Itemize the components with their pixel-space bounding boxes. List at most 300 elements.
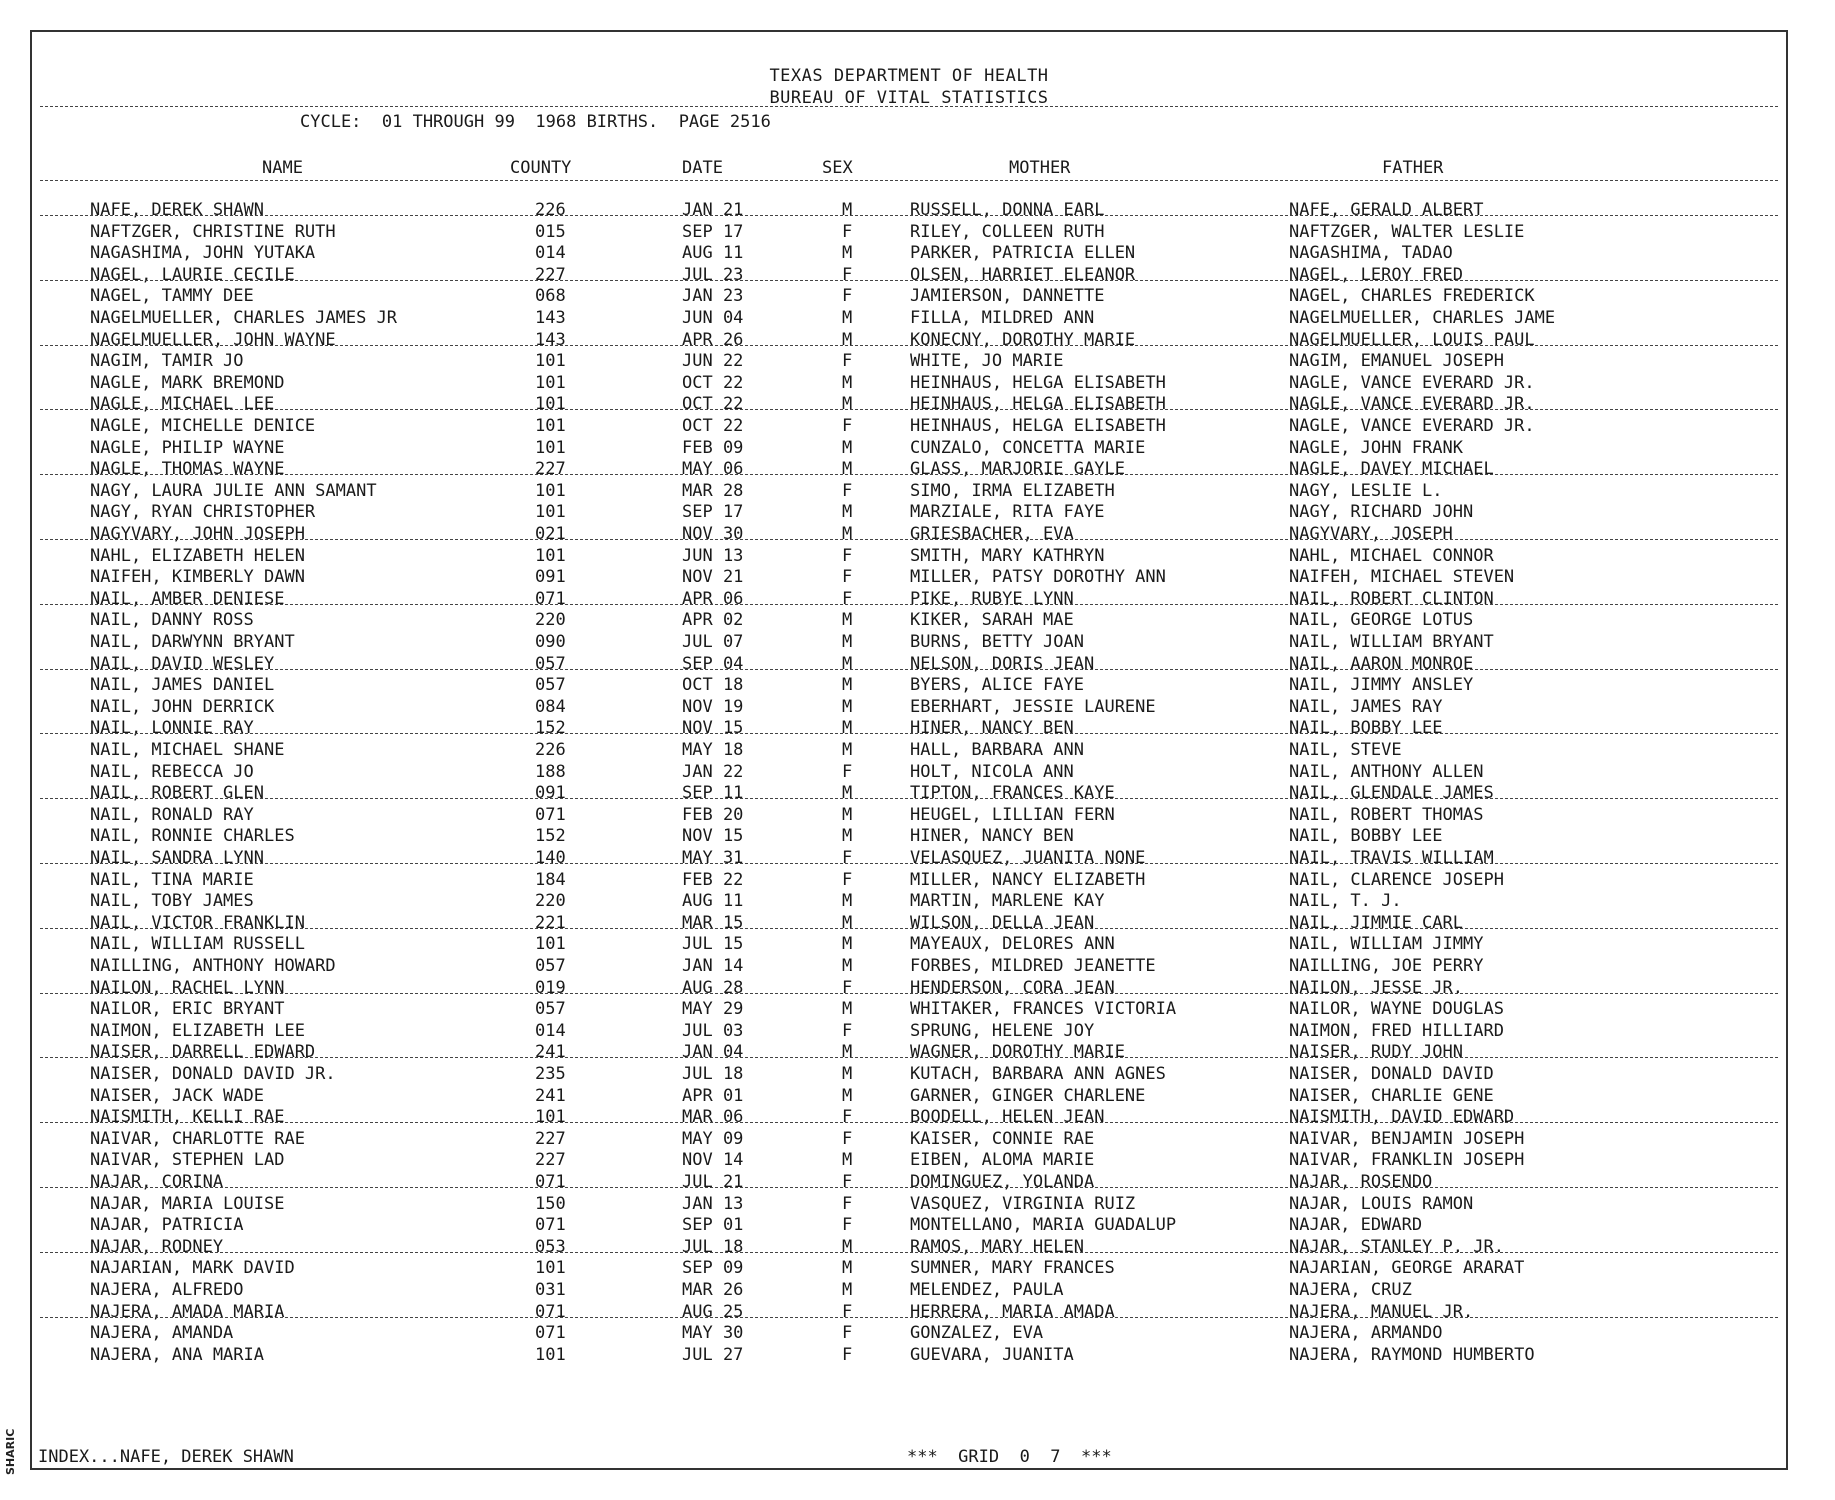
record-county: 031 (535, 1280, 566, 1300)
record-county: 101 (535, 1107, 566, 1128)
footer-grid: *** GRID 0 7 *** (907, 1447, 1112, 1467)
table-row (32, 762, 1786, 783)
table-row (32, 632, 1786, 653)
column-header-father: FATHER (1382, 158, 1444, 178)
table-row (32, 265, 1786, 286)
record-sex: M (842, 999, 853, 1020)
record-father: NAJAR, LOUIS RAMON (1289, 1193, 1474, 1214)
record-county: 227 (535, 1150, 566, 1171)
record-mother: FILLA, MILDRED ANN (910, 308, 1095, 328)
record-mother: RUSSELL, DONNA EARL (910, 200, 1105, 220)
record-name: NAIL, TINA MARIE (90, 869, 254, 890)
table-row (32, 546, 1786, 567)
record-date: OCT 22 (682, 416, 744, 436)
record-father: NAIL, TRAVIS WILLIAM (1289, 848, 1494, 868)
record-mother: SMITH, MARY KATHRYN (910, 545, 1105, 566)
record-name: NAIMON, ELIZABETH LEE (90, 1020, 305, 1041)
record-county: 184 (535, 869, 566, 890)
record-name: NAGYVARY, JOHN JOSEPH (90, 524, 305, 544)
record-father: NAIVAR, BENJAMIN JOSEPH (1289, 1128, 1525, 1149)
table-row (32, 308, 1786, 329)
row-divider (40, 1057, 1778, 1058)
table-row (32, 416, 1786, 437)
column-header-mother: MOTHER (1009, 158, 1071, 178)
record-mother: HENDERSON, CORA JEAN (910, 977, 1115, 998)
row-divider (40, 280, 1778, 281)
record-date: MAR 15 (682, 912, 744, 933)
table-row (32, 286, 1786, 307)
record-sex: F (842, 1172, 853, 1192)
record-county: 227 (535, 1128, 566, 1149)
record-date: NOV 15 (682, 826, 744, 847)
table-row (32, 1302, 1786, 1323)
record-mother: GUEVARA, JUANITA (910, 1344, 1074, 1365)
record-name: NAGELMUELLER, CHARLES JAMES JR (90, 308, 398, 328)
row-divider (40, 345, 1778, 346)
record-county: 188 (535, 761, 566, 782)
record-date: SEP 17 (682, 221, 744, 242)
record-mother: SIMO, IRMA ELIZABETH (910, 480, 1115, 501)
record-name: NAIL, REBECCA JO (90, 761, 254, 782)
record-mother: MILLER, PATSY DOROTHY ANN (910, 567, 1166, 588)
record-county: 021 (535, 524, 566, 544)
record-name: NAIL, SANDRA LYNN (90, 848, 264, 868)
record-mother: BURNS, BETTY JOAN (910, 632, 1084, 652)
record-name: NAJARIAN, MARK DAVID (90, 1258, 295, 1279)
table-row (32, 1215, 1786, 1236)
record-name: NAIL, DANNY ROSS (90, 610, 254, 631)
table-row (32, 654, 1786, 675)
table-row (32, 351, 1786, 372)
record-sex: M (842, 1150, 853, 1171)
record-name: NAGLE, PHILIP WAYNE (90, 437, 285, 458)
side-label: SHARIC (4, 1428, 17, 1476)
record-date: JUL 07 (682, 632, 744, 652)
table-row (32, 1258, 1786, 1279)
record-sex: F (842, 545, 853, 566)
record-sex: F (842, 1020, 853, 1041)
record-father: NAILLING, JOE PERRY (1289, 956, 1484, 976)
record-date: APR 01 (682, 1085, 744, 1106)
record-sex: M (842, 1064, 853, 1084)
column-header-name: NAME (262, 158, 303, 178)
record-sex: M (842, 459, 853, 480)
record-father: NAGASHIMA, TADAO (1289, 243, 1453, 264)
record-county: 091 (535, 783, 566, 804)
record-mother: GARNER, GINGER CHARLENE (910, 1085, 1146, 1106)
table-row (32, 956, 1786, 977)
record-name: NAIL, RONNIE CHARLES (90, 826, 295, 847)
record-name: NAISER, DONALD DAVID JR. (90, 1064, 336, 1084)
record-father: NAIMON, FRED HILLIARD (1289, 1020, 1504, 1041)
record-county: 057 (535, 999, 566, 1020)
table-row (32, 589, 1786, 610)
record-date: APR 02 (682, 610, 744, 631)
record-mother: MARZIALE, RITA FAYE (910, 502, 1105, 523)
record-name: NAIVAR, CHARLOTTE RAE (90, 1128, 305, 1149)
record-county: 057 (535, 675, 566, 696)
record-father: NAILOR, WAYNE DOUGLAS (1289, 999, 1504, 1020)
record-father: NAIL, WILLIAM BRYANT (1289, 632, 1494, 652)
table-row (32, 1064, 1786, 1085)
record-mother: KUTACH, BARBARA ANN AGNES (910, 1064, 1166, 1084)
record-name: NAGELMUELLER, JOHN WAYNE (90, 329, 336, 350)
table-row (32, 394, 1786, 415)
record-date: MAY 29 (682, 999, 744, 1020)
record-date: SEP 01 (682, 1215, 744, 1236)
record-father: NAIL, ROBERT THOMAS (1289, 804, 1484, 825)
record-sex: M (842, 437, 853, 458)
record-sex: F (842, 1301, 853, 1322)
record-county: 241 (535, 1042, 566, 1063)
record-name: NAJERA, ANA MARIA (90, 1344, 264, 1365)
table-row (32, 675, 1786, 696)
record-mother: GRIESBACHER, EVA (910, 524, 1074, 544)
record-sex: F (842, 869, 853, 890)
record-father: NAGLE, DAVEY MICHAEL (1289, 459, 1494, 480)
record-father: NAJERA, ARMANDO (1289, 1323, 1443, 1344)
row-divider (40, 409, 1778, 410)
table-row (32, 913, 1786, 934)
record-mother: HEINHAUS, HELGA ELISABETH (910, 394, 1166, 415)
table-row (32, 330, 1786, 351)
record-mother: NELSON, DORIS JEAN (910, 653, 1095, 674)
record-sex: M (842, 308, 853, 328)
record-county: 235 (535, 1064, 566, 1084)
record-county: 226 (535, 200, 566, 220)
record-sex: F (842, 567, 853, 588)
record-county: 071 (535, 1301, 566, 1322)
table-row (32, 740, 1786, 761)
record-father: NAIVAR, FRANKLIN JOSEPH (1289, 1150, 1525, 1171)
record-father: NAGIM, EMANUEL JOSEPH (1289, 351, 1504, 372)
record-county: 053 (535, 1236, 566, 1257)
record-mother: GONZALEZ, EVA (910, 1323, 1044, 1344)
record-date: JAN 13 (682, 1193, 744, 1214)
record-date: NOV 21 (682, 567, 744, 588)
record-mother: HINER, NANCY BEN (910, 718, 1074, 739)
record-sex: M (842, 891, 853, 912)
record-name: NAHL, ELIZABETH HELEN (90, 545, 305, 566)
record-date: JUL 18 (682, 1064, 744, 1084)
record-sex: F (842, 221, 853, 242)
record-name: NAGEL, TAMMY DEE (90, 286, 254, 307)
record-father: NAIL, STEVE (1289, 740, 1402, 760)
record-father: NAJAR, ROSENDO (1289, 1172, 1433, 1192)
record-name: NAGLE, MICHAEL LEE (90, 394, 275, 415)
record-mother: HINER, NANCY BEN (910, 826, 1074, 847)
record-date: MAY 09 (682, 1128, 744, 1149)
record-mother: VELASQUEZ, JUANITA NONE (910, 848, 1146, 868)
record-name: NAISER, DARRELL EDWARD (90, 1042, 316, 1063)
record-father: NAISER, DONALD DAVID (1289, 1064, 1494, 1084)
record-sex: M (842, 783, 853, 804)
record-name: NAIVAR, STEPHEN LAD (90, 1150, 285, 1171)
record-county: 143 (535, 308, 566, 328)
record-mother: MONTELLANO, MARIA GUADALUP (910, 1215, 1177, 1236)
record-county: 226 (535, 740, 566, 760)
record-father: NAGEL, LEROY FRED (1289, 264, 1463, 285)
record-sex: M (842, 804, 853, 825)
record-sex: M (842, 502, 853, 523)
row-divider (40, 1252, 1778, 1253)
record-county: 152 (535, 718, 566, 739)
record-father: NAGLE, VANCE EVERARD JR. (1289, 416, 1535, 436)
record-county: 068 (535, 286, 566, 307)
record-date: JAN 14 (682, 956, 744, 976)
record-county: 101 (535, 545, 566, 566)
record-sex: M (842, 718, 853, 739)
record-sex: F (842, 351, 853, 372)
record-date: JAN 23 (682, 286, 744, 307)
record-date: SEP 17 (682, 502, 744, 523)
record-mother: PIKE, RUBYE LYNN (910, 588, 1074, 609)
record-date: NOV 30 (682, 524, 744, 544)
record-mother: GLASS, MARJORIE GAYLE (910, 459, 1125, 480)
record-name: NAIL, DARWYNN BRYANT (90, 632, 295, 652)
record-sex: M (842, 524, 853, 544)
row-divider (40, 1122, 1778, 1123)
record-sex: F (842, 1128, 853, 1149)
row-divider (40, 669, 1778, 670)
record-name: NAIL, AMBER DENIESE (90, 588, 285, 609)
record-county: 227 (535, 459, 566, 480)
table-row (32, 524, 1786, 545)
record-sex: M (842, 956, 853, 976)
record-date: NOV 14 (682, 1150, 744, 1171)
table-row (32, 999, 1786, 1020)
table-row (32, 978, 1786, 999)
record-date: JUL 27 (682, 1344, 744, 1365)
record-name: NAJERA, AMANDA (90, 1323, 234, 1344)
record-sex: F (842, 1215, 853, 1236)
record-father: NAIL, ROBERT CLINTON (1289, 588, 1494, 609)
record-father: NAFE, GERALD ALBERT (1289, 200, 1484, 220)
record-mother: KIKER, SARAH MAE (910, 610, 1074, 631)
record-mother: RAMOS, MARY HELEN (910, 1236, 1084, 1257)
record-father: NAHL, MICHAEL CONNOR (1289, 545, 1494, 566)
table-row (32, 1107, 1786, 1128)
table-row (32, 870, 1786, 891)
table-row (32, 1345, 1786, 1366)
table-row (32, 610, 1786, 631)
record-name: NAILON, RACHEL LYNN (90, 977, 285, 998)
record-name: NAIFEH, KIMBERLY DAWN (90, 567, 305, 588)
record-father: NAIL, AARON MONROE (1289, 653, 1474, 674)
table-row (32, 1194, 1786, 1215)
record-sex: M (842, 675, 853, 696)
record-name: NAIL, RONALD RAY (90, 804, 254, 825)
record-sex: F (842, 848, 853, 868)
record-date: AUG 11 (682, 891, 744, 912)
record-date: SEP 04 (682, 653, 744, 674)
record-sex: M (842, 653, 853, 674)
record-date: JAN 22 (682, 761, 744, 782)
record-father: NAISER, CHARLIE GENE (1289, 1085, 1494, 1106)
record-father: NAJARIAN, GEORGE ARARAT (1289, 1258, 1525, 1279)
record-mother: HEINHAUS, HELGA ELISABETH (910, 416, 1166, 436)
record-name: NAIL, JOHN DERRICK (90, 696, 275, 717)
record-sex: F (842, 1193, 853, 1214)
record-sex: F (842, 588, 853, 609)
record-date: SEP 11 (682, 783, 744, 804)
record-sex: M (842, 826, 853, 847)
record-name: NAGASHIMA, JOHN YUTAKA (90, 243, 316, 264)
record-county: 071 (535, 1215, 566, 1236)
row-divider (40, 1187, 1778, 1188)
record-mother: WAGNER, DOROTHY MARIE (910, 1042, 1125, 1063)
table-row (32, 200, 1786, 221)
record-sex: F (842, 480, 853, 501)
table-row (32, 567, 1786, 588)
record-name: NAGIM, TAMIR JO (90, 351, 244, 372)
record-county: 101 (535, 1344, 566, 1365)
record-mother: HOLT, NICOLA ANN (910, 761, 1074, 782)
record-father: NAGELMUELLER, LOUIS PAUL (1289, 329, 1535, 350)
record-date: FEB 09 (682, 437, 744, 458)
record-county: 227 (535, 264, 566, 285)
table-row (32, 697, 1786, 718)
footer-index: INDEX...NAFE, DEREK SHAWN (38, 1447, 294, 1467)
record-county: 015 (535, 221, 566, 242)
record-county: 241 (535, 1085, 566, 1106)
record-mother: MELENDEZ, PAULA (910, 1280, 1064, 1300)
table-row (32, 373, 1786, 394)
record-county: 143 (535, 329, 566, 350)
record-mother: MAYEAUX, DELORES ANN (910, 934, 1115, 955)
record-sex: M (842, 912, 853, 933)
record-date: JAN 21 (682, 200, 744, 220)
table-row (32, 481, 1786, 502)
record-county: 140 (535, 848, 566, 868)
record-father: NAIL, JIMMIE CARL (1289, 912, 1463, 933)
record-father: NAGYVARY, JOSEPH (1289, 524, 1453, 544)
record-date: OCT 22 (682, 372, 744, 393)
record-sex: M (842, 632, 853, 652)
record-father: NAIL, JIMMY ANSLEY (1289, 675, 1474, 696)
record-mother: EIBEN, ALOMA MARIE (910, 1150, 1095, 1171)
row-divider (40, 1317, 1778, 1318)
table-row (32, 934, 1786, 955)
record-mother: OLSEN, HARRIET ELEANOR (910, 264, 1136, 285)
record-sex: M (842, 329, 853, 350)
row-divider (40, 993, 1778, 994)
record-sex: M (842, 1258, 853, 1279)
record-sex: M (842, 740, 853, 760)
record-sex: M (842, 696, 853, 717)
row-divider (40, 928, 1778, 929)
record-name: NAISMITH, KELLI RAE (90, 1107, 285, 1128)
record-date: AUG 25 (682, 1301, 744, 1322)
record-date: JUL 21 (682, 1172, 744, 1192)
record-county: 101 (535, 372, 566, 393)
document-frame (30, 30, 1788, 1470)
record-date: MAR 28 (682, 480, 744, 501)
table-row (32, 243, 1786, 264)
record-county: 101 (535, 351, 566, 372)
record-father: NAJERA, RAYMOND HUMBERTO (1289, 1344, 1535, 1365)
record-father: NAISMITH, DAVID EDWARD (1289, 1107, 1515, 1128)
record-father: NAIL, T. J. (1289, 891, 1402, 912)
record-father: NAGELMUELLER, CHARLES JAME (1289, 308, 1556, 328)
record-mother: MILLER, NANCY ELIZABETH (910, 869, 1146, 890)
row-divider (40, 215, 1778, 216)
record-name: NAIL, DAVID WESLEY (90, 653, 275, 674)
table-row (32, 848, 1786, 869)
record-name: NAISER, JACK WADE (90, 1085, 264, 1106)
record-sex: F (842, 977, 853, 998)
table-row (32, 891, 1786, 912)
record-date: MAY 18 (682, 740, 744, 760)
record-name: NAIL, ROBERT GLEN (90, 783, 264, 804)
record-date: SEP 09 (682, 1258, 744, 1279)
record-mother: KAISER, CONNIE RAE (910, 1128, 1095, 1149)
record-county: 101 (535, 502, 566, 523)
record-name: NAIL, VICTOR FRANKLIN (90, 912, 305, 933)
record-county: 091 (535, 567, 566, 588)
record-name: NAJAR, RODNEY (90, 1236, 224, 1257)
record-county: 101 (535, 437, 566, 458)
record-mother: WILSON, DELLA JEAN (910, 912, 1095, 933)
record-mother: MARTIN, MARLENE KAY (910, 891, 1105, 912)
record-name: NAGLE, THOMAS WAYNE (90, 459, 285, 480)
record-date: JUN 13 (682, 545, 744, 566)
record-county: 057 (535, 653, 566, 674)
record-sex: F (842, 1323, 853, 1344)
record-county: 071 (535, 1172, 566, 1192)
record-mother: HEUGEL, LILLIAN FERN (910, 804, 1115, 825)
divider (40, 106, 1778, 107)
table-row (32, 1150, 1786, 1171)
record-county: 152 (535, 826, 566, 847)
row-divider (40, 474, 1778, 475)
table-row (32, 1129, 1786, 1150)
record-date: NOV 15 (682, 718, 744, 739)
table-row (32, 459, 1786, 480)
record-mother: SPRUNG, HELENE JOY (910, 1020, 1095, 1041)
record-name: NAGY, LAURA JULIE ANN SAMANT (90, 480, 377, 501)
column-header-sex: SEX (822, 158, 853, 178)
record-county: 101 (535, 1258, 566, 1279)
record-county: 150 (535, 1193, 566, 1214)
row-divider (40, 798, 1778, 799)
record-sex: F (842, 1107, 853, 1128)
table-row (32, 502, 1786, 523)
record-mother: JAMIERSON, DANNETTE (910, 286, 1105, 307)
table-row (32, 1237, 1786, 1258)
record-father: NAGY, RICHARD JOHN (1289, 502, 1474, 523)
record-sex: M (842, 1042, 853, 1063)
record-father: NAIL, BOBBY LEE (1289, 718, 1443, 739)
record-mother: HERRERA, MARIA AMADA (910, 1301, 1115, 1322)
record-mother: SUMNER, MARY FRANCES (910, 1258, 1115, 1279)
record-father: NAGEL, CHARLES FREDERICK (1289, 286, 1535, 307)
record-father: NAFTZGER, WALTER LESLIE (1289, 221, 1525, 242)
record-mother: TIPTON, FRANCES KAYE (910, 783, 1115, 804)
record-date: APR 06 (682, 588, 744, 609)
cycle-line: CYCLE: 01 THROUGH 99 1968 BIRTHS. PAGE 2516 (300, 112, 771, 132)
record-sex: F (842, 416, 853, 436)
table-row (32, 805, 1786, 826)
record-date: MAR 26 (682, 1280, 744, 1300)
table-row (32, 826, 1786, 847)
record-sex: M (842, 1085, 853, 1106)
record-mother: DOMINGUEZ, YOLANDA (910, 1172, 1095, 1192)
record-name: NAGY, RYAN CHRISTOPHER (90, 502, 316, 523)
record-mother: CUNZALO, CONCETTA MARIE (910, 437, 1146, 458)
record-county: 101 (535, 394, 566, 415)
record-mother: WHITAKER, FRANCES VICTORIA (910, 999, 1177, 1020)
